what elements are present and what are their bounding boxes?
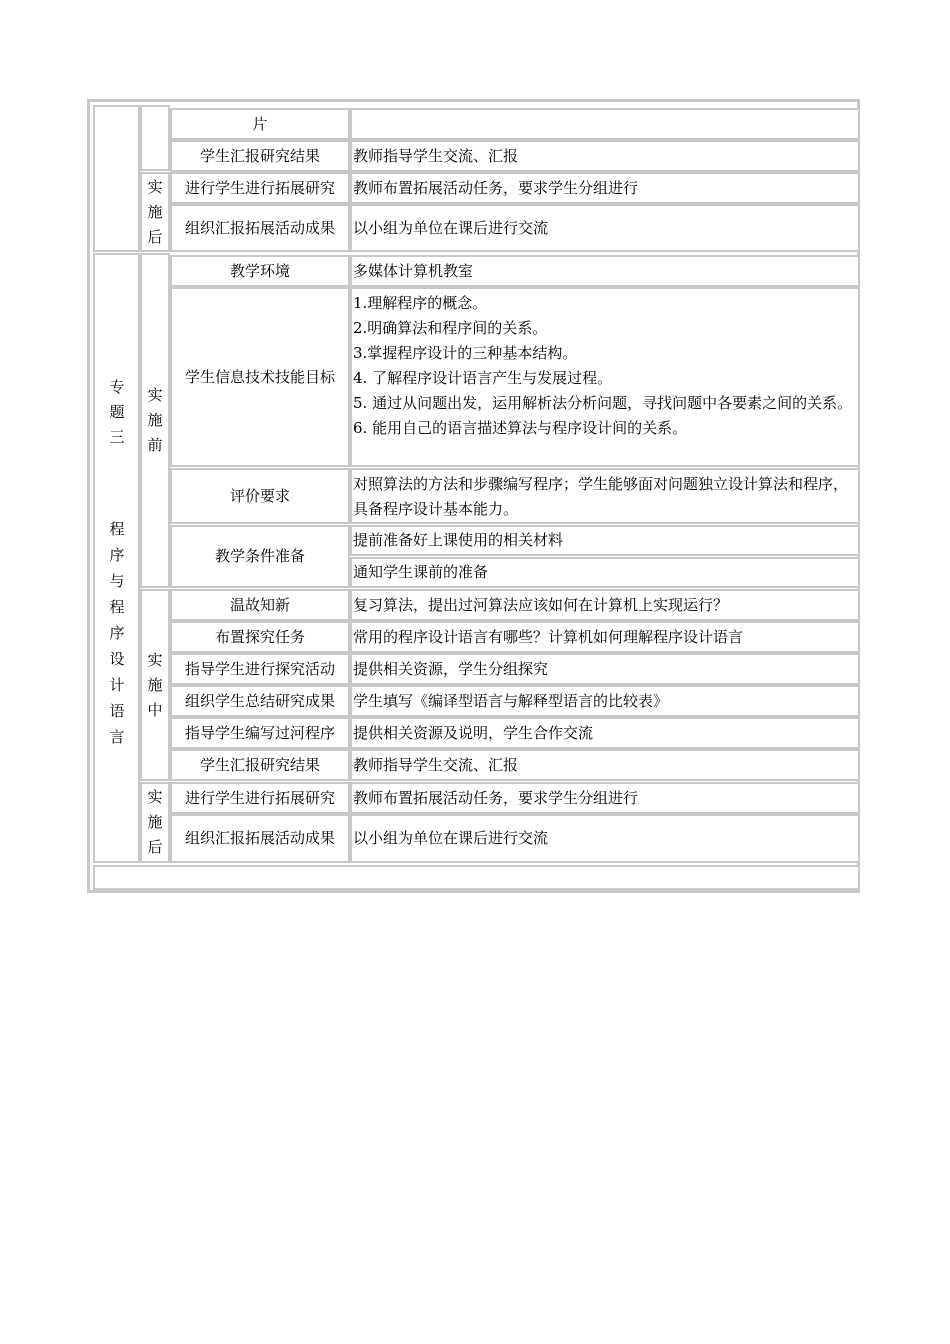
item-text: 教学环境 [229, 261, 290, 280]
desc-text: 教师指导学生交流、汇报 [353, 755, 519, 774]
desc-cell [350, 685, 860, 717]
item-text: 评价要求 [229, 486, 290, 505]
topic-title: 专题三 [109, 378, 125, 446]
desc-cell [350, 468, 860, 524]
item-text: 进行学生进行拓展研究 [184, 788, 335, 807]
desc-text: 教师布置拓展活动任务，要求学生分组进行 [353, 178, 639, 197]
goal-line: 6. 能用自己的语言描述算法与程序设计间的关系。 [353, 419, 688, 437]
item-cell [170, 108, 350, 140]
item-text: 组织汇报拓展活动成果 [184, 829, 335, 847]
desc-text: 以小组为单位在课后进行交流 [353, 218, 549, 237]
item-text: 学生汇报研究结果 [199, 146, 320, 165]
desc-text: 提供相关资源及说明，学生合作交流 [353, 723, 594, 742]
desc-cell [350, 814, 860, 863]
goal-line: 2.明确算法和程序间的关系。 [353, 319, 548, 337]
phase-label-after: 实施后 [140, 782, 170, 863]
item-text: 指导学生进行探究活动 [184, 659, 335, 678]
item-text: 进行学生进行拓展研究 [184, 178, 335, 197]
desc-cell [350, 204, 860, 252]
item-cell [170, 525, 350, 588]
item-cell [170, 287, 350, 467]
phase-label-after: 实施后 [140, 172, 170, 252]
phase-cell-continued [140, 105, 170, 171]
desc-text: 多媒体计算机教室 [353, 261, 474, 280]
phase-label-during: 实施中 [140, 589, 170, 781]
goal-line: 5. 通过从问题出发，运用解析法分析问题，寻找问题中各要素之间的关系。 [353, 394, 853, 412]
desc-cell [350, 589, 860, 621]
desc-text: 教师指导学生交流、汇报 [353, 146, 519, 165]
item-text: 教学条件准备 [214, 547, 305, 565]
desc-cell [350, 653, 860, 685]
item-cell [170, 255, 350, 287]
goal-line: 3.掌握程序设计的三种基本结构。 [353, 344, 578, 362]
item-text: 布置探究任务 [214, 627, 305, 646]
item-cell [170, 140, 350, 172]
desc-text: 对照算法的方法和步骤编写程序；学生能够面对问题独立设计算法和程序，具备程序设计基本能力。 [353, 475, 849, 518]
item-text: 指导学生编写过河程序 [184, 723, 335, 742]
desc-text: 教师布置拓展活动任务，要求学生分组进行 [353, 788, 639, 807]
topic-cell [93, 253, 140, 863]
desc-text: 常用的程序设计语言有哪些？计算机如何理解程序设计语言 [353, 627, 744, 646]
item-text: 片 [252, 114, 268, 133]
item-text: 组织汇报拓展活动成果 [184, 218, 335, 237]
item-cell [170, 814, 350, 863]
item-cell [170, 172, 350, 204]
item-cell [170, 204, 350, 252]
item-cell [170, 782, 350, 814]
desc-text: 提前准备好上课使用的相关材料 [353, 531, 564, 549]
desc-cell [350, 525, 860, 556]
footer-row [93, 865, 860, 890]
desc-cell [350, 621, 860, 653]
lesson-plan-table [87, 99, 860, 893]
item-text: 学生信息技术技能目标 [184, 367, 335, 386]
desc-cell [350, 108, 860, 140]
desc-cell [350, 717, 860, 749]
item-cell [170, 749, 350, 781]
item-cell [170, 653, 350, 685]
topic-name: 程序与程序设计语言 [109, 520, 125, 746]
goals-cell [350, 287, 860, 467]
desc-cell [350, 140, 860, 172]
phase-label-before: 实施前 [140, 253, 170, 588]
item-cell [170, 621, 350, 653]
item-cell [170, 717, 350, 749]
goal-line: 4. 了解程序设计语言产生与发展过程。 [353, 369, 613, 387]
desc-cell [350, 172, 860, 204]
desc-text: 提供相关资源，学生分组探究 [353, 659, 549, 678]
item-text: 学生汇报研究结果 [199, 755, 320, 774]
item-cell [170, 589, 350, 621]
desc-cell [350, 749, 860, 781]
goal-line: 1.理解程序的概念。 [353, 294, 488, 312]
desc-cell [350, 255, 860, 287]
item-text: 组织学生总结研究成果 [184, 691, 335, 710]
desc-cell [350, 782, 860, 814]
desc-cell [350, 557, 860, 588]
topic-cell-continued [93, 105, 140, 252]
desc-text: 复习算法，提出过河算法应该如何在计算机上实现运行？ [353, 595, 729, 614]
desc-text: 学生填写《编译型语言与解释型语言的比较表》 [353, 691, 669, 710]
desc-text: 以小组为单位在课后进行交流 [353, 829, 549, 847]
desc-text: 通知学生课前的准备 [353, 563, 489, 581]
item-cell [170, 685, 350, 717]
item-cell [170, 468, 350, 524]
item-text: 温故知新 [229, 595, 290, 614]
